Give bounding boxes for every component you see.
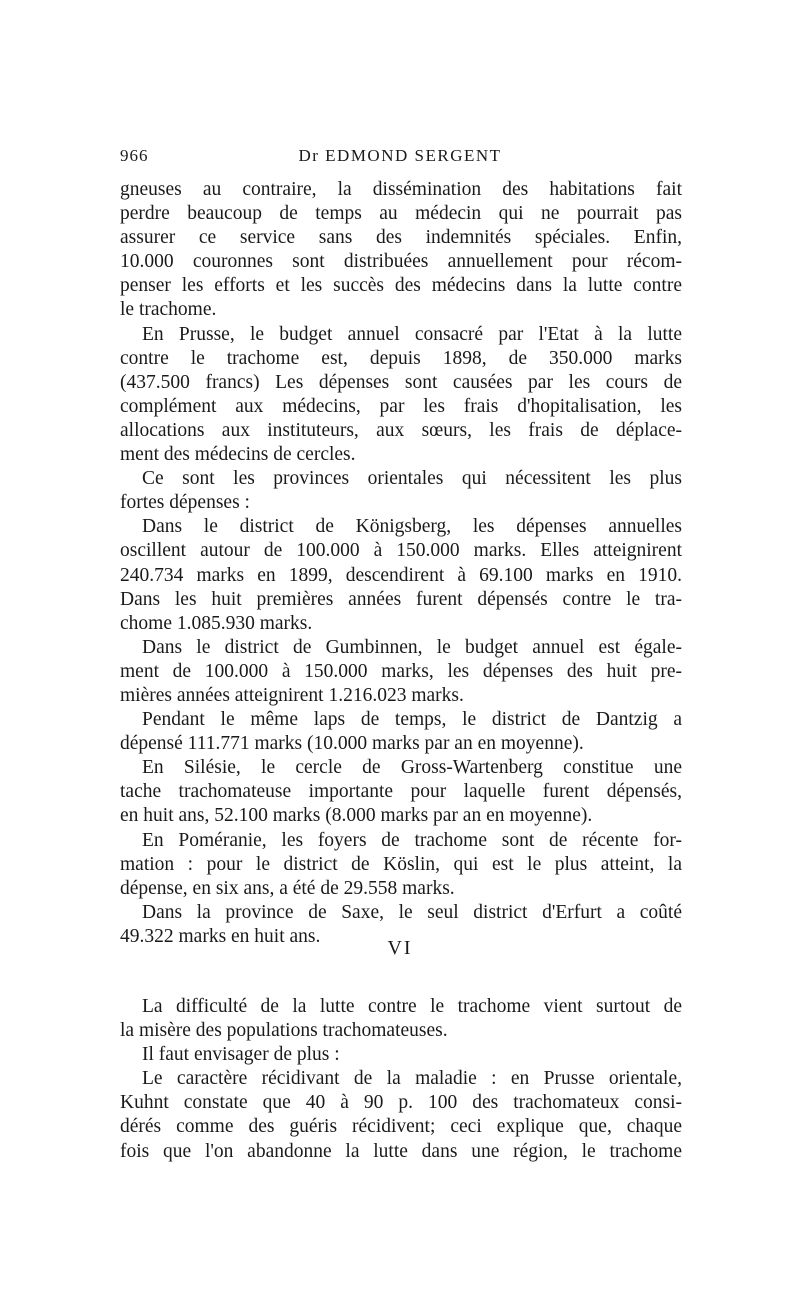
text-line: Le caractère récidivant de la maladie : en Prusse orientale,: [142, 1068, 682, 1090]
text-line: oscillent autour de 100.000 à 150.000 marks. Elles atteignirent: [120, 540, 682, 562]
text-line: fortes dépenses :: [120, 492, 250, 514]
text-line: fois que l'on abandonne la lutte dans une région, le trachome: [120, 1140, 682, 1162]
text-line: la misère des populations trachomateuses.: [120, 1020, 448, 1042]
text-line: Dans la province de Saxe, le seul district d'Erfurt a coûté: [142, 901, 682, 923]
text-line: dépensé 111.771 marks (10.000 marks par an en moyenne).: [120, 733, 584, 755]
text-line: Dans les huit premières années furent dépensés contre le tra-: [120, 588, 682, 610]
page-header: [120, 146, 680, 170]
text-line: tache trachomateuse importante pour laquelle furent dépensés,: [120, 781, 682, 803]
text-line: (437.500 francs) Les dépenses sont causées par les cours de: [120, 371, 682, 393]
text-line: Il faut envisager de plus :: [142, 1044, 340, 1066]
text-line: mation : pour le district de Köslin, qui est le plus atteint, la: [120, 853, 682, 875]
text-line: complément aux médecins, par les frais d'hopitalisation, les: [120, 395, 682, 417]
text-line: Kuhnt constate que 40 à 90 p. 100 des trachomateux consi-: [120, 1092, 682, 1114]
text-line: 10.000 couronnes sont distribuées annuellement pour récom-: [120, 251, 682, 273]
text-line: En Silésie, le cercle de Gross-Wartenberg constitue une: [142, 757, 682, 779]
text-line: allocations aux instituteurs, aux sœurs, les frais de déplace-: [120, 419, 682, 441]
text-line: perdre beaucoup de temps au médecin qui ne pourrait pas: [120, 203, 682, 225]
running-title: Dr EDMOND SERGENT: [298, 146, 502, 165]
text-line: 240.734 marks en 1899, descendirent à 69.100 marks en 1910.: [120, 564, 682, 586]
text-line: penser les efforts et les succès des médecins dans la lutte contre: [120, 275, 682, 297]
text-line: chome 1.085.930 marks.: [120, 612, 313, 634]
text-line: dérés comme des guéris récidivent; ceci explique que, chaque: [120, 1116, 682, 1138]
text-line: assurer ce service sans des indemnités spéciales. Enfin,: [120, 227, 682, 249]
text-line: contre le trachome est, depuis 1898, de 350.000 marks: [120, 347, 682, 369]
text-line: ment de 100.000 à 150.000 marks, les dépenses des huit pre-: [120, 660, 682, 682]
text-line: 49.322 marks en huit ans.: [120, 925, 321, 947]
text-line: En Prusse, le budget annuel consacré par l'Etat à la lutte: [142, 323, 682, 345]
section-heading: VI: [387, 937, 413, 959]
text-line: En Poméranie, les foyers de trachome sont de récente for-: [142, 829, 682, 851]
text-line: le trachome.: [120, 299, 217, 321]
text-line: Pendant le même laps de temps, le district de Dantzig a: [142, 709, 682, 731]
text-line: mières années atteignirent 1.216.023 marks.: [120, 684, 464, 706]
text-line: ment des médecins de cercles.: [120, 444, 356, 466]
body-text-section-2: [120, 995, 682, 1164]
text-line: La difficulté de la lutte contre le trachome vient surtout de: [142, 996, 682, 1017]
text-line: en huit ans, 52.100 marks (8.000 marks par an en moyenne).: [120, 805, 593, 827]
text-line: gneuses au contraire, la dissémination des habitations fait: [120, 179, 682, 200]
text-line: Ce sont les provinces orientales qui nécessitent les plus: [142, 468, 682, 490]
page-number: 966: [120, 146, 149, 165]
text-line: Dans le district de Gumbinnen, le budget annuel est égale-: [142, 636, 682, 658]
text-line: Dans le district de Königsberg, les dépenses annuelles: [142, 516, 682, 538]
body-text-section-1: [120, 178, 682, 949]
text-line: dépense, en six ans, a été de 29.558 marks.: [120, 877, 455, 899]
